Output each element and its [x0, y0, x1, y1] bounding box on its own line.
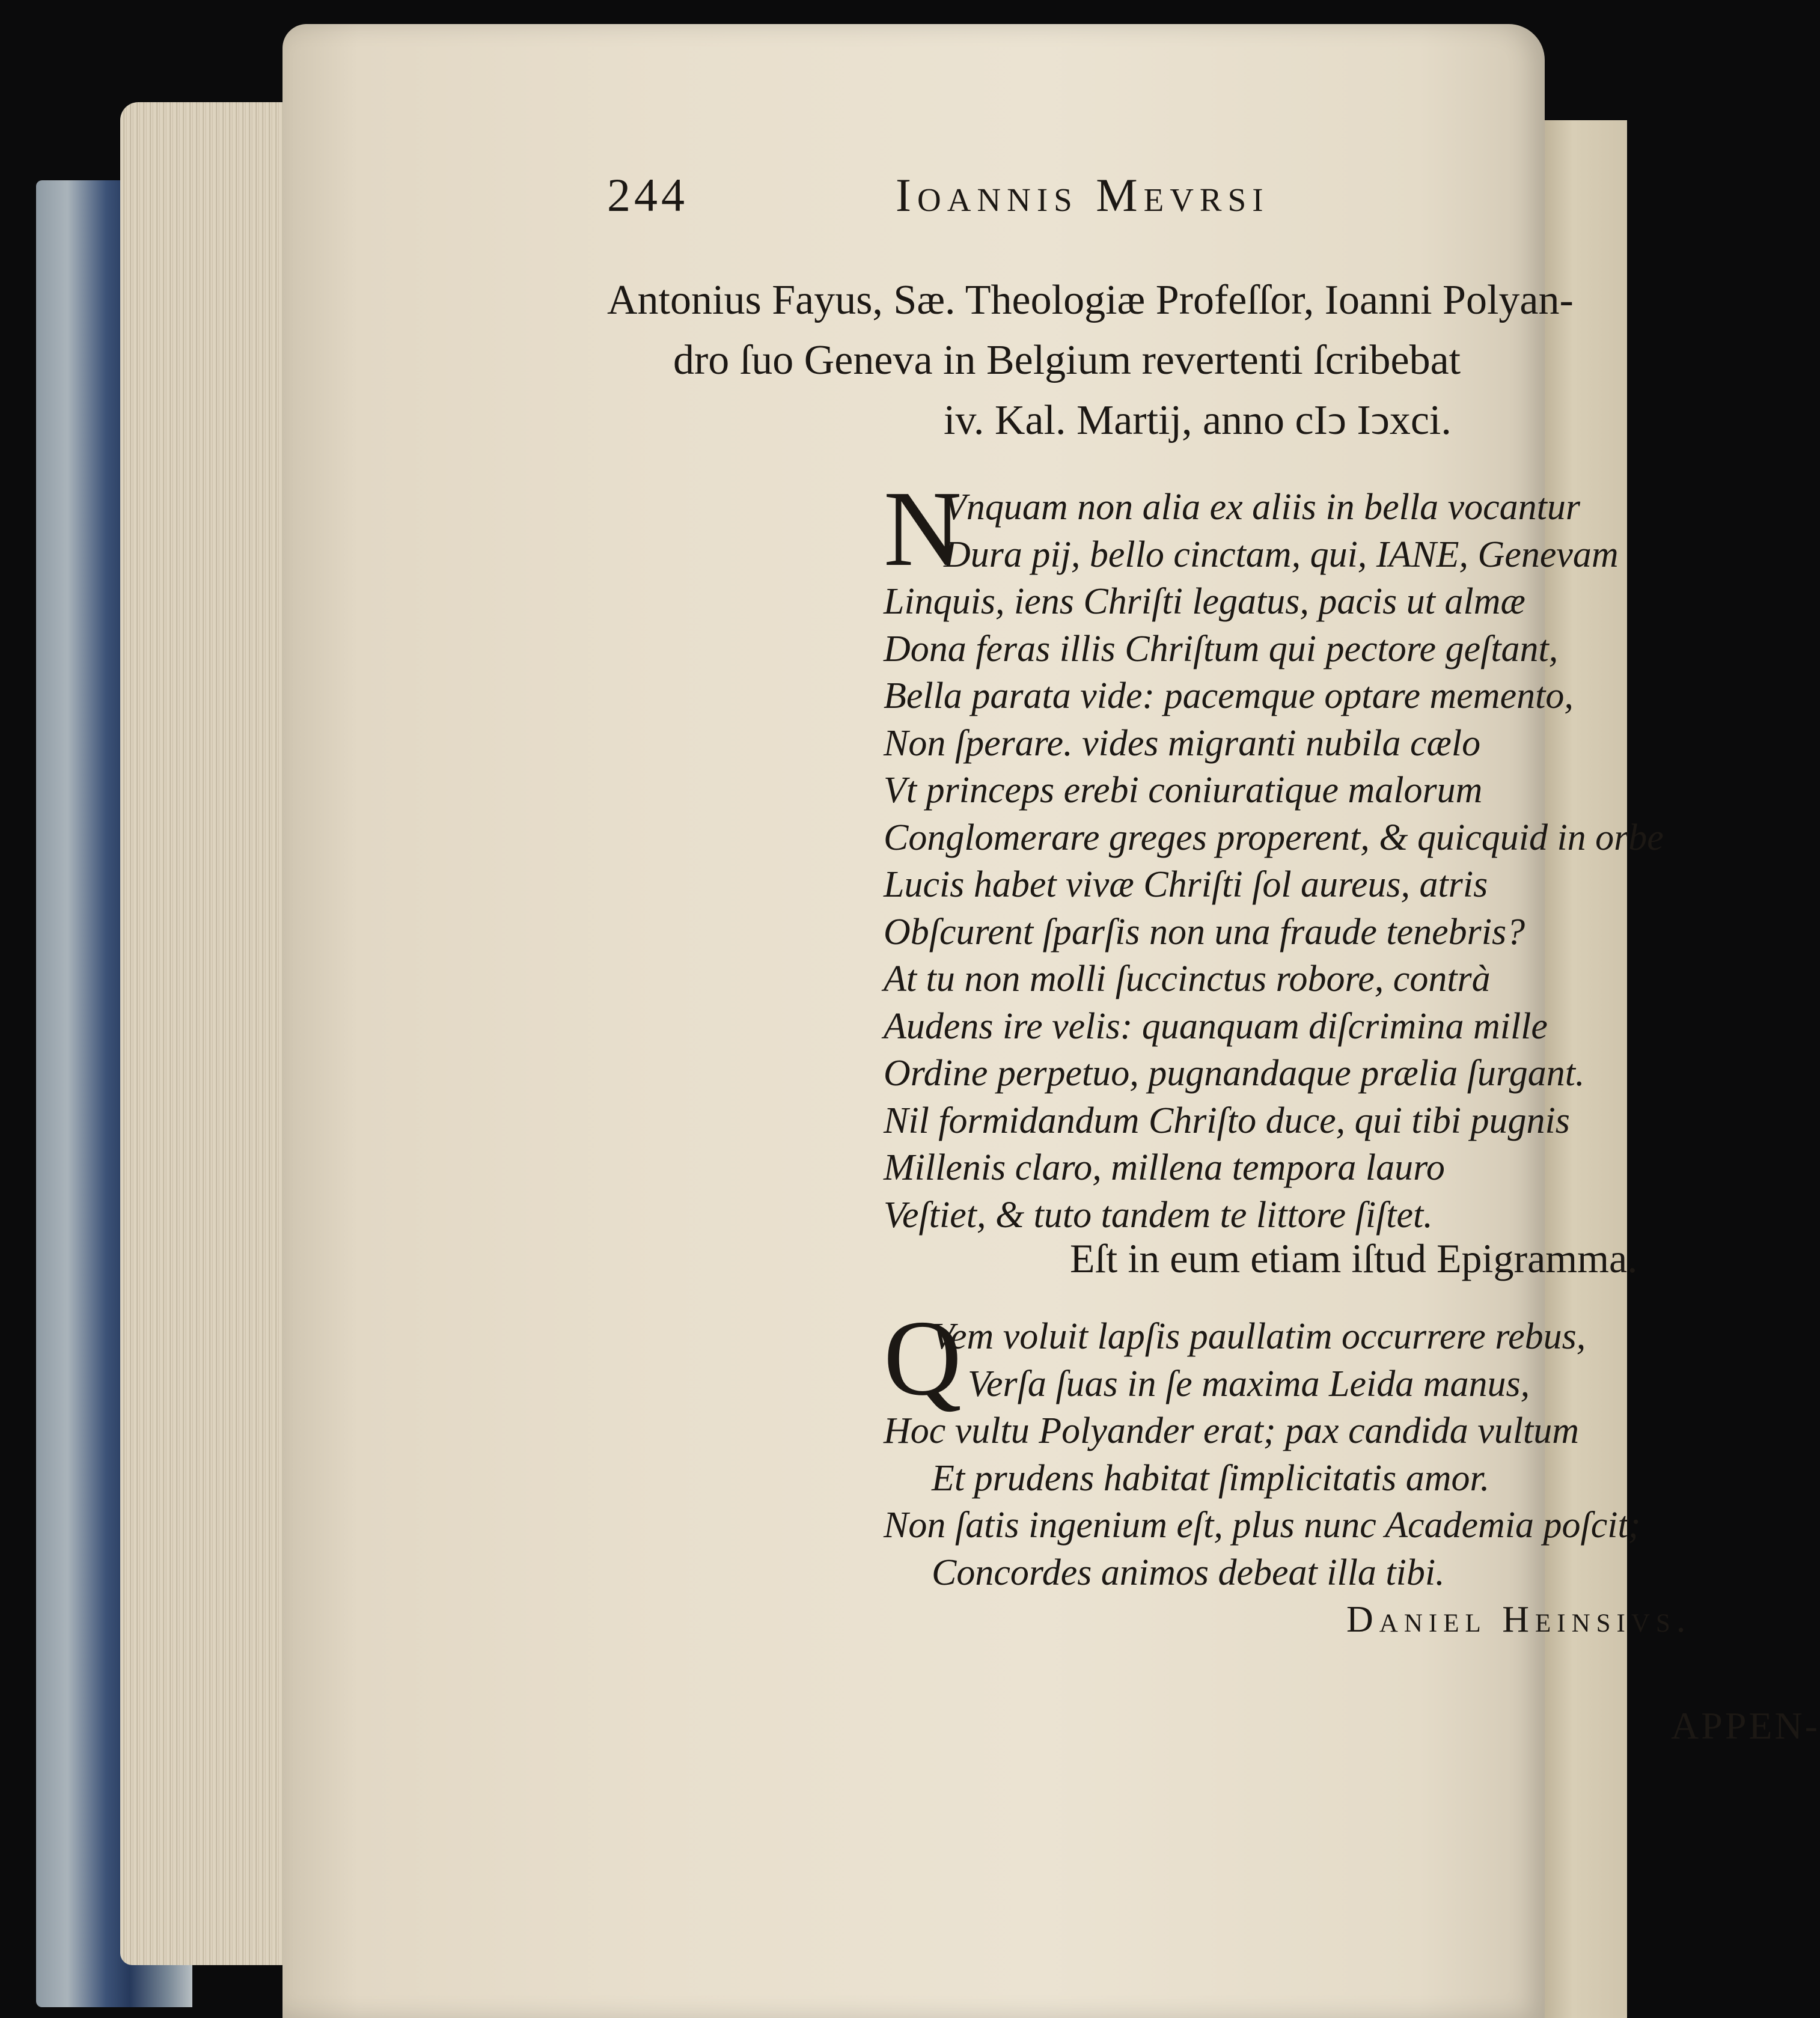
poem-line: Et prudens habitat ſimplicitatis amor. [932, 1457, 1490, 1499]
poem-line: Dura pij, bello cinctam, qui, IANE, Genevam [944, 534, 1619, 575]
poem-line: Bella parata vide: pacemque optare memento, [884, 675, 1574, 716]
poem-epigram [884, 1313, 1785, 1596]
drop-cap: N [884, 469, 962, 588]
running-title: Ioannis Mevrsi [896, 169, 1269, 221]
poem-line: Conglomerare greges properent, & quicquid in orbe [884, 817, 1664, 858]
heading-line: iv. Kal. Martij, anno cIↄ Iↄxci. [944, 397, 1452, 444]
poem-line: Non ſatis ingenium eſt, plus nunc Academia poſcit; [884, 1505, 1641, 1546]
poem-line: Audens ire velis: quanquam diſcrimina mille [884, 1005, 1548, 1047]
poem-line: Vnquam non alia ex aliis in bella vocantur [944, 487, 1581, 528]
signature: Daniel Heinsivs. [1346, 1599, 1692, 1640]
book-page [282, 24, 1820, 2018]
poem-line: Concordes animos debeat illa tibi. [932, 1552, 1445, 1593]
letter-heading [607, 270, 1749, 451]
poem-line: At tu non molli ſuccinctus robore, contrà [884, 959, 1491, 999]
poem-line: Dona feras illis Chriſtum qui pectore geſtant, [884, 628, 1559, 669]
poem-line: Ordine perpetuo, pugnandaque prælia ſurgant. [884, 1053, 1585, 1094]
poem-line: Verſa ſuas in ſe maxima Leida manus, [968, 1363, 1530, 1404]
poem-line: Hoc vultu Polyander erat; pax candida vultum [884, 1410, 1580, 1451]
poem-line: Obſcurent ſparſis non una fraude tenebris? [884, 911, 1525, 953]
poem-line: Vt princeps erebi coniuratique malorum [884, 770, 1483, 811]
poem-line: Millenis claro, millena tempora lauro [884, 1147, 1445, 1188]
poem-line: Nil formidandum Chriſto duce, qui tibi pugnis [884, 1100, 1570, 1141]
heading-line: Antonius Fayus, Sæ. Theologiæ Profeſſor, Ioanni Polyan- [607, 277, 1574, 323]
poem-line: Non ſperare. vides migranti nubila cælo [884, 722, 1481, 764]
poem-first [884, 484, 1785, 1239]
epigram-title: Eſt in eum etiam iſtud Epigramma. [1070, 1236, 1638, 1281]
drop-cap: Q [884, 1298, 962, 1418]
poem-line: Linquis, iens Chriſti legatus, pacis ut almæ [884, 581, 1525, 622]
catchword: APPEN- [1671, 1704, 1820, 1747]
page-content [282, 24, 1820, 2018]
page-number: 244 [607, 169, 688, 221]
poem-line: Veſtiet, & tuto tandem te littore ſiſtet. [884, 1194, 1433, 1236]
poem-line: Vem voluit lapſis paullatim occurrere rebus, [932, 1316, 1586, 1357]
poem-line: Lucis habet vivæ Chriſti ſol aureus, atris [884, 864, 1488, 905]
heading-line: dro ſuo Geneva in Belgium revertenti ſcribebat [673, 337, 1461, 383]
